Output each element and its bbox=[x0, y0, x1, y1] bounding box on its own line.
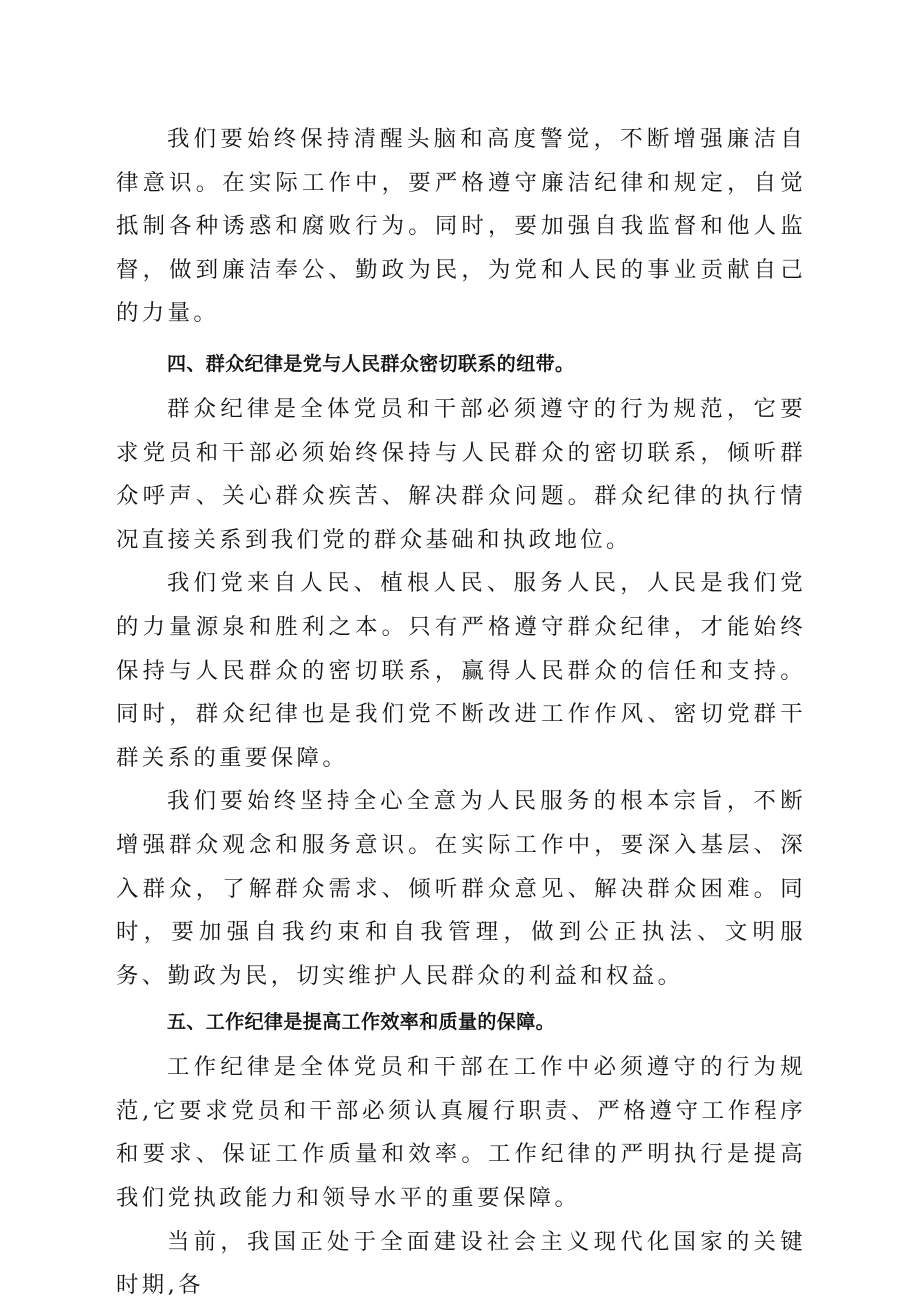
paragraph-current-period: 当前，我国正处于全面建设社会主义现代化国家的关键时期,各 bbox=[116, 1228, 806, 1299]
paragraph-integrity-vigilance: 我们要始终保持清醒头脑和高度警觉，不断增强廉洁自律意识。在实际工作中，要严格遵守廉洁纪律和规定，自觉抵制各种诱惑和腐败行为。同时，要加强自我监督和他人监督，做到廉洁奉公、勤政为民，为党和人民的事业贡献自己的力量。 bbox=[116, 126, 806, 327]
paragraph-party-from-people: 我们党来自人民、植根人民、服务人民，人民是我们党的力量源泉和胜利之本。只有严格遵守群众纪律，才能始终保持与人民群众的密切联系，赢得人民群众的信任和支持。同时，群众纪律也是我们党不断改进工作作风、密切党群干群关系的重要保障。 bbox=[116, 570, 806, 771]
section-heading-work-discipline: 五、工作纪律是提高工作效率和质量的保障。 bbox=[167, 1011, 556, 1034]
paragraph-mass-discipline-definition: 群众纪律是全体党员和干部必须遵守的行为规范，它要求党员和干部必须始终保持与人民群众的密切联系，倾听群众呼声、关心群众疾苦、解决群众问题。群众纪律的执行情况直接关系到我们党的群众基础和执政地位。 bbox=[116, 395, 806, 553]
paragraph-work-discipline-definition: 工作纪律是全体党员和干部在工作中必须遵守的行为规范,它要求党员和干部必须认真履行职责、严格遵守工作程序和要求、保证工作质量和效率。工作纪律的严明执行是提高我们党执政能力和领导水平的重要保障。 bbox=[116, 1054, 806, 1212]
document-body bbox=[116, 118, 806, 1308]
section-heading-mass-discipline: 四、群众纪律是党与人民群众密切联系的纽带。 bbox=[167, 352, 575, 375]
paragraph-serve-people: 我们要始终坚持全心全意为人民服务的根本宗旨，不断增强群众观念和服务意识。在实际工作中，要深入基层、深入群众，了解群众需求、倾听群众意见、解决群众困难。同时，要加强自我约束和自我管理，做到公正执法、文明服务、勤政为民，切实维护人民群众的利益和权益。 bbox=[116, 788, 806, 989]
